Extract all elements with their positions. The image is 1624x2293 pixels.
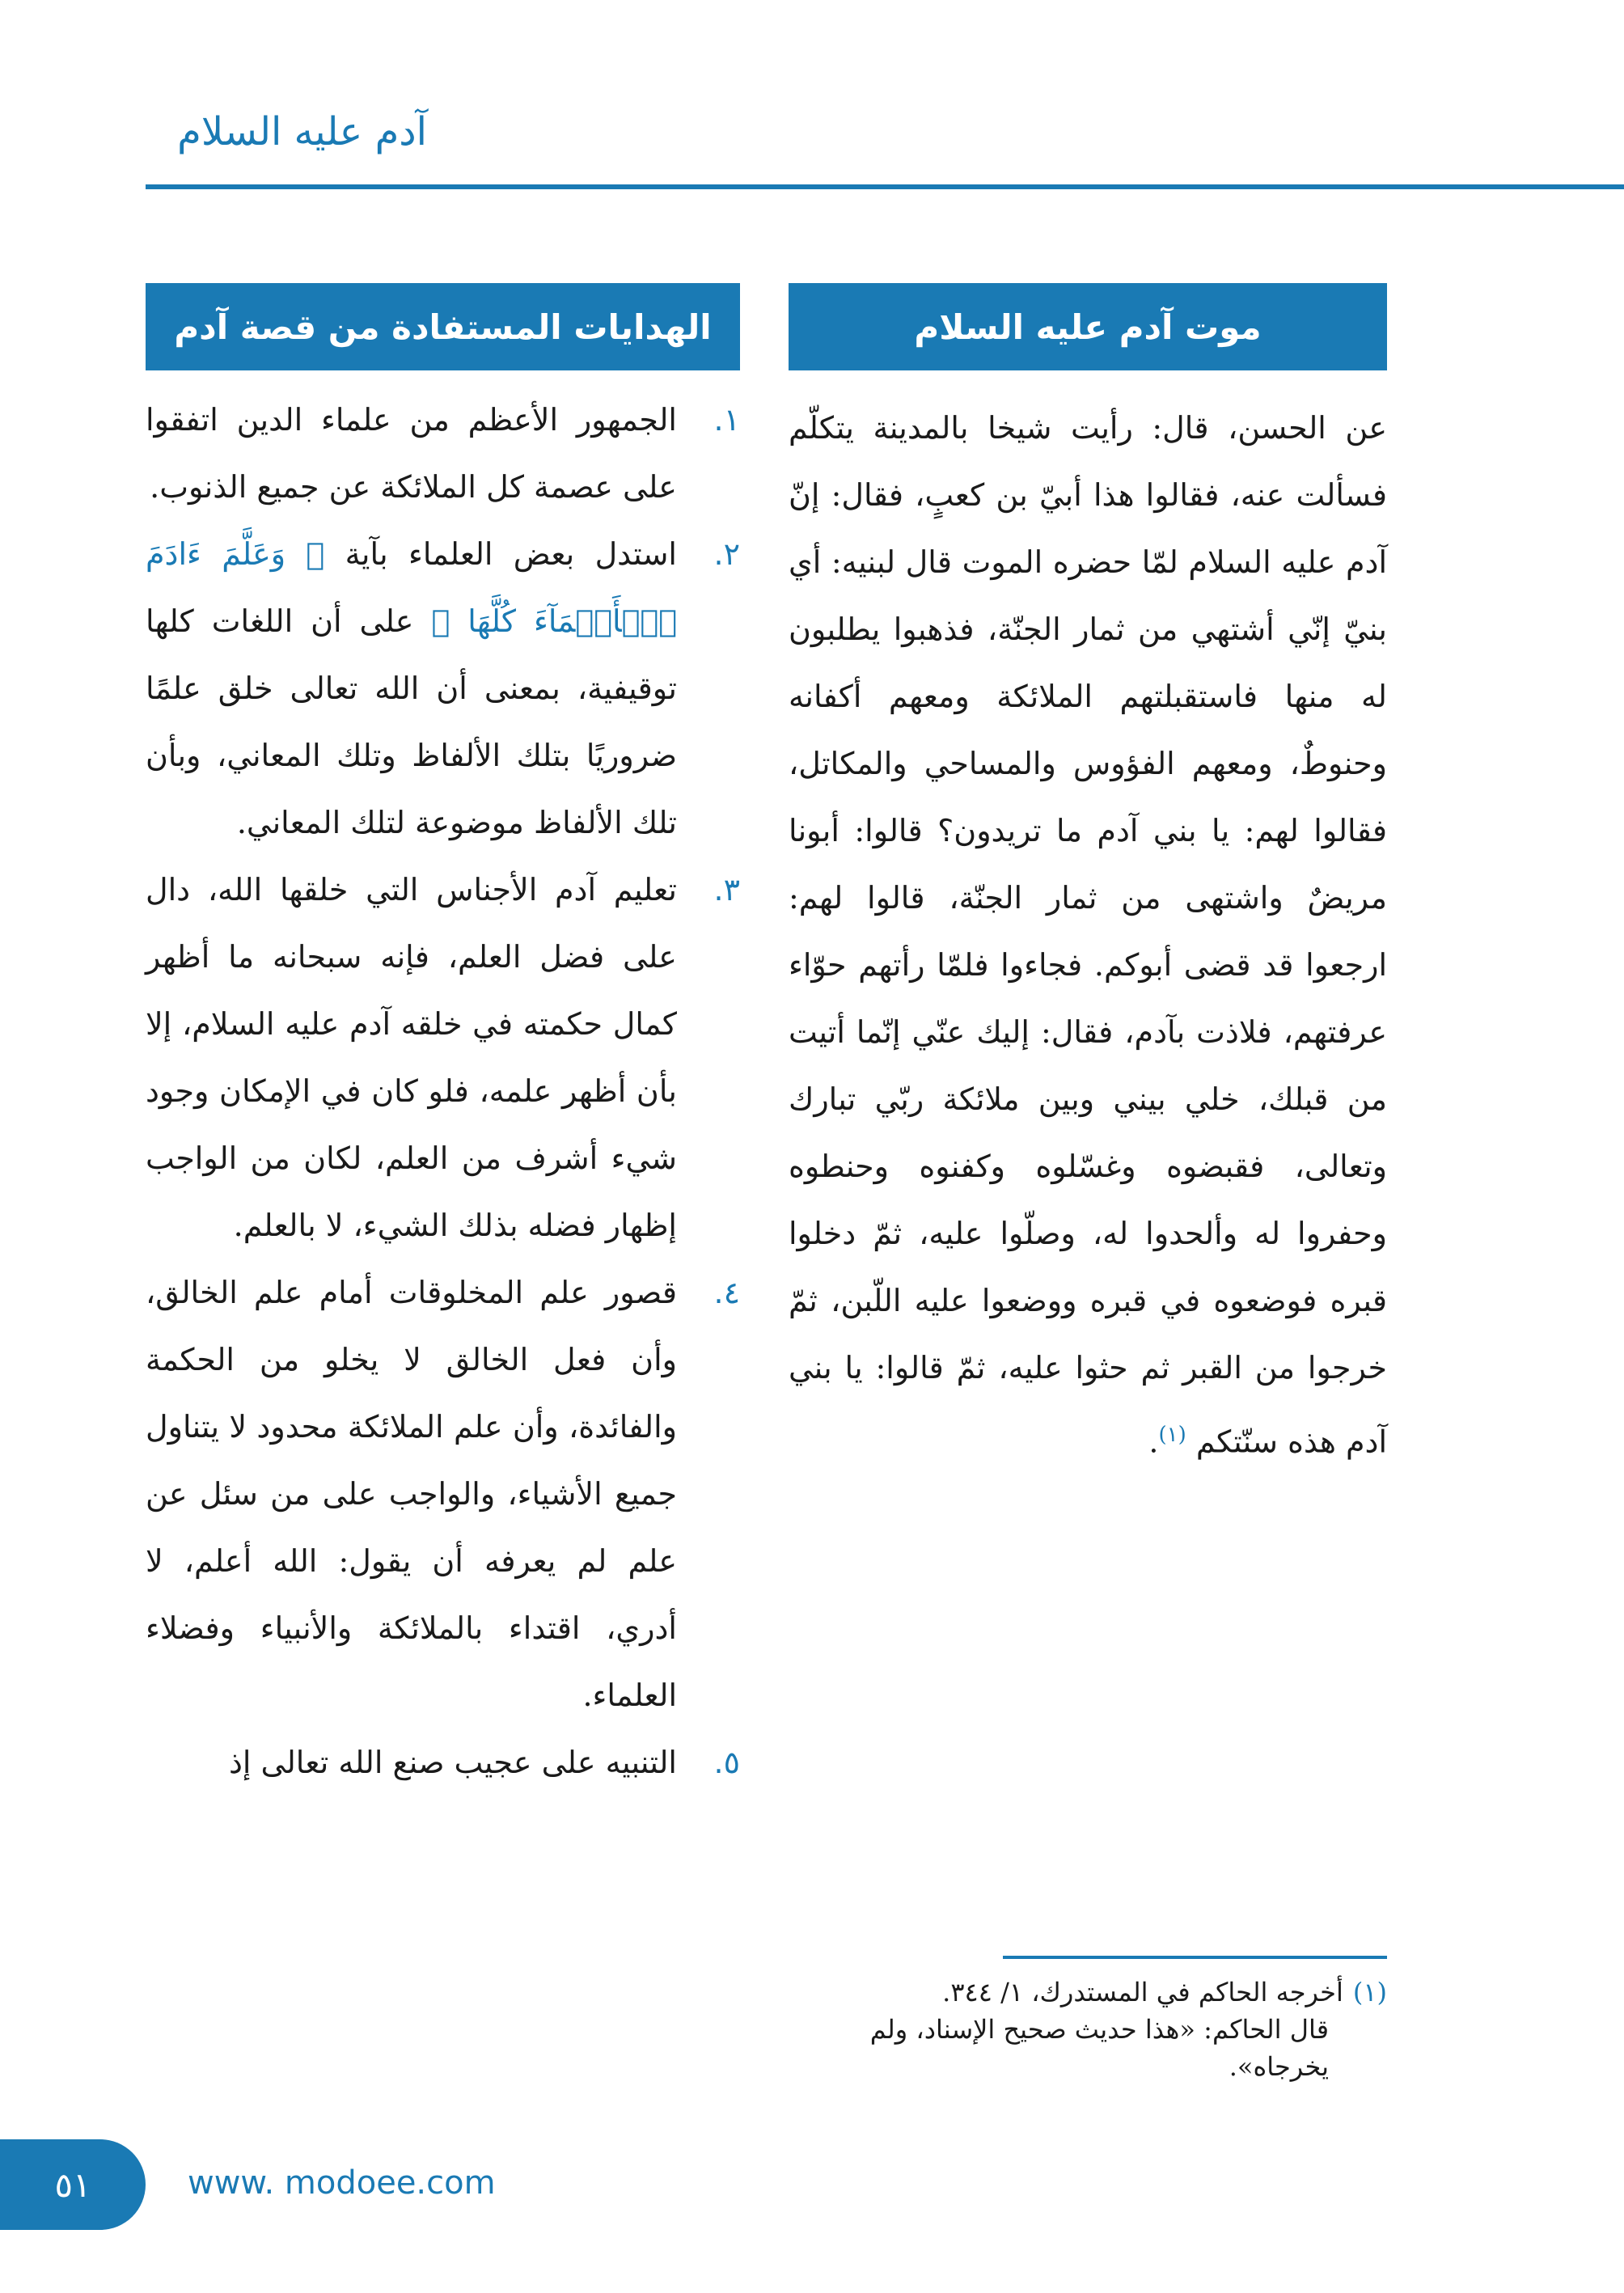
left-column xyxy=(146,283,740,1796)
narration-end: . xyxy=(1148,1424,1159,1460)
header-rule xyxy=(146,184,1624,189)
list-item-text: تعليم آدم الأجناس التي خلقها الله، دال على فضل العلم، فإنه سبحانه ما أظهر كمال حكمته في خلقه آدم عليه السلام، إلا بأن أظهر علمه، فلو كان في الإمكان وجود شيء أشرف من العلم، لكان من الواجب إظهار فضله بذلك الشيء، لا بالعلم. xyxy=(146,872,677,1243)
list-item xyxy=(146,387,740,521)
list-item-number: ١. xyxy=(713,402,740,438)
list-item-text: قصور علم المخلوقات أمام علم الخالق، وأن فعل الخالق لا يخلو من الحكمة والفائدة، وأن علم الملائكة محدود لا يتناول جميع الأشياء، والواجب على من سئل عن علم لم يعرفه أن يقول: الله أعلم، لا أدري، اقتداء بالملائكة والأنبياء وفضلاء العلماء. xyxy=(146,1275,677,1713)
list-item xyxy=(146,521,740,857)
right-column xyxy=(789,283,1387,1507)
lessons-list xyxy=(146,387,740,1796)
footnote-marker[interactable]: (١) xyxy=(1158,1423,1186,1447)
footnote-number: (١) xyxy=(1352,1977,1387,2007)
list-item-number: ٥. xyxy=(713,1745,740,1780)
quran-verse: ﴿ وَعَلَّمَ ءَادَمَ ٱلۡأَسۡمَآءَ كُلَّهَا ﴾ xyxy=(146,536,677,639)
narration-paragraph xyxy=(789,395,1387,1476)
footnote-rule xyxy=(1003,1956,1387,1959)
list-item xyxy=(146,1729,740,1796)
footnote-source: أخرجه الحاكم في المستدرك، ١/ ٣٤٤. xyxy=(942,1977,1343,2007)
list-item-number: ٣. xyxy=(713,872,740,907)
list-item-number: ٤. xyxy=(713,1275,740,1310)
page-number: ٥١ xyxy=(54,2164,91,2205)
list-item-number: ٢. xyxy=(713,536,740,572)
running-header-title: آدم عليه السلام xyxy=(177,109,427,154)
footnote-line-1 xyxy=(789,1974,1387,2011)
narration-text: عن الحسن، قال: رأيت شيخا بالمدينة يتكلّم فسألت عنه، فقالوا هذا أبيّ بن كعبٍ، فقال: إنّ آدم عليه السلام لمّا حضره الموت قال لبنيه: أي بنيّ إنّي أشتهي من ثمار الجنّة، فذهبوا يطلبون له منها فاستقبلتهم الملائكة ومعهم أكفانه وحنوطٌ، ومعهم الفؤوس والمساحي والمكاتل، فقالوا لهم: يا بني آدم ما تريدون؟ قالوا: أبونا مريضٌ واشتهى من ثمار الجنّة، قالوا لهم: ارجعوا قد قضى أبوكم. فجاءوا فلمّا رأتهم حوّاء عرفتهم، فلاذت بآدم، فقال: إليك عنّي إنّما أتيت من قبلك، خلي بيني وبين ملائكة ربّي تبارك وتعالى، فقبضوه وغسّلوه وكفنوه وحنطوه وحفروا له وألحدوا له، وصلّوا عليه، ثمّ دخلوا قبره فوضعوه في قبره ووضعوا عليه اللّبن، ثمّ خرجوا من القبر ثم حثوا عليه، ثمّ قالوا: يا بني آدم هذه سنّتكم xyxy=(789,410,1387,1460)
list-item-text: الجمهور الأعظم من علماء الدين اتفقوا على عصمة كل الملائكة عن جميع الذنوب. xyxy=(146,402,677,505)
list-item xyxy=(146,857,740,1259)
footnote xyxy=(789,1974,1387,2085)
footnote-line-2: قال الحاكم: «هذا حديث صحيح الإسناد، ولم يخرجاه». xyxy=(869,2014,1329,2082)
list-item xyxy=(146,1259,740,1729)
list-item-text-continued: على أن اللغات كلها توقيفية، بمعنى أن الله تعالى خلق علمًا ضروريًا بتلك الألفاظ وتلك المعاني، وبأن تلك الألفاظ موضوعة لتلك المعاني. xyxy=(146,603,677,840)
list-item-text: التنبيه على عجيب صنع الله تعالى إذ xyxy=(228,1745,677,1780)
page-number-tab xyxy=(0,2139,146,2230)
section-heading-lessons: الهدايات المستفادة من قصة آدم xyxy=(146,283,740,370)
website-link[interactable]: www. modoee.com xyxy=(188,2164,496,2202)
section-heading-adam-death: موت آدم عليه السلام xyxy=(789,283,1387,370)
list-item-text: استدل بعض العلماء بآية xyxy=(345,536,677,572)
